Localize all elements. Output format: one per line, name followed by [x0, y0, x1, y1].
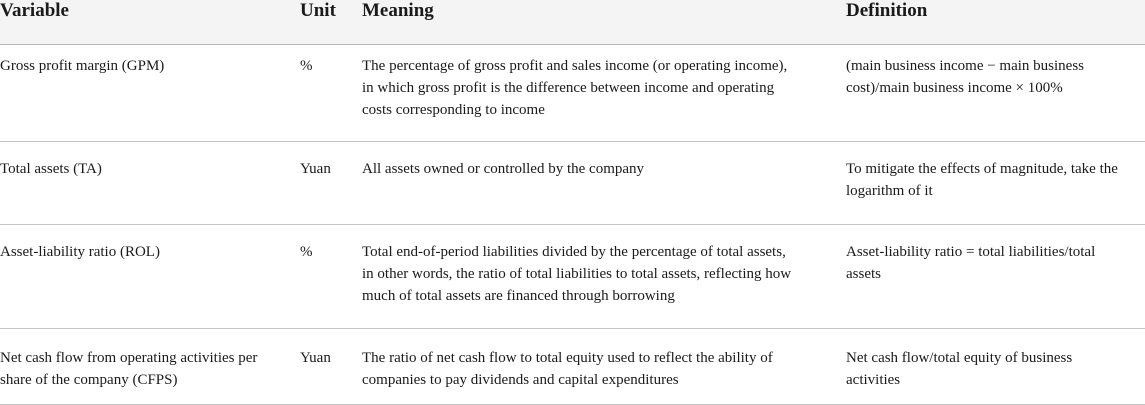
definition-cell	[846, 347, 1145, 391]
meaning-line: All assets owned or controlled by the company	[362, 161, 645, 177]
header-meaning: Meaning	[362, 0, 434, 21]
table-row	[0, 45, 1145, 142]
unit-cell: Yuan	[300, 350, 331, 366]
meaning-cell	[362, 241, 842, 307]
definition-line: assets	[846, 266, 881, 282]
meaning-line: The percentage of gross profit and sales income (or operating income),	[362, 58, 788, 74]
meaning-line: companies to pay dividends and capital expenditures	[362, 372, 679, 388]
definition-cell	[846, 241, 1145, 285]
definition-line: Net cash flow/total equity of business	[846, 350, 1073, 366]
definition-line: (main business income − main business	[846, 58, 1085, 74]
variable-cell	[0, 347, 300, 391]
table-row	[0, 225, 1145, 329]
definition-line: activities	[846, 372, 901, 388]
definition-cell	[846, 55, 1145, 99]
table-row	[0, 142, 1145, 225]
header-unit: Unit	[300, 0, 336, 21]
meaning-line: Total end-of-period liabilities divided by the percentage of total assets,	[362, 244, 786, 260]
meaning-cell	[362, 55, 842, 121]
variable-cell	[0, 55, 300, 77]
meaning-line: much of total assets are financed through borrowing	[362, 288, 675, 304]
variable-line: share of the company (CFPS)	[0, 372, 178, 388]
meaning-cell	[362, 158, 842, 180]
definition-line: cost)/main business income × 100%	[846, 80, 1063, 96]
definition-line: Asset-liability ratio = total liabilities/total	[846, 244, 1096, 260]
variable-cell	[0, 241, 300, 263]
header-variable: Variable	[0, 0, 69, 21]
meaning-line: costs corresponding to income	[362, 102, 545, 118]
variable-line: Asset-liability ratio (ROL)	[0, 244, 160, 260]
meaning-line: in other words, the ratio of total liabilities to total assets, reflecting how	[362, 266, 792, 282]
meaning-line: The ratio of net cash flow to total equity used to reflect the ability of	[362, 350, 773, 366]
variable-line: Net cash flow from operating activities per	[0, 350, 258, 366]
table-row	[0, 329, 1145, 405]
variable-cell	[0, 158, 300, 180]
variable-line: Gross profit margin (GPM)	[0, 58, 165, 74]
meaning-line: in which gross profit is the difference between income and operating	[362, 80, 775, 96]
table-header	[0, 0, 1145, 45]
unit-cell: %	[300, 58, 313, 74]
variable-line: Total assets (TA)	[0, 161, 102, 177]
header-definition: Definition	[846, 0, 928, 21]
meaning-cell	[362, 347, 842, 391]
definition-line: logarithm of it	[846, 183, 933, 199]
definition-cell	[846, 158, 1145, 202]
unit-cell: Yuan	[300, 161, 331, 177]
unit-cell: %	[300, 244, 313, 260]
definition-line: To mitigate the effects of magnitude, take the	[846, 161, 1118, 177]
